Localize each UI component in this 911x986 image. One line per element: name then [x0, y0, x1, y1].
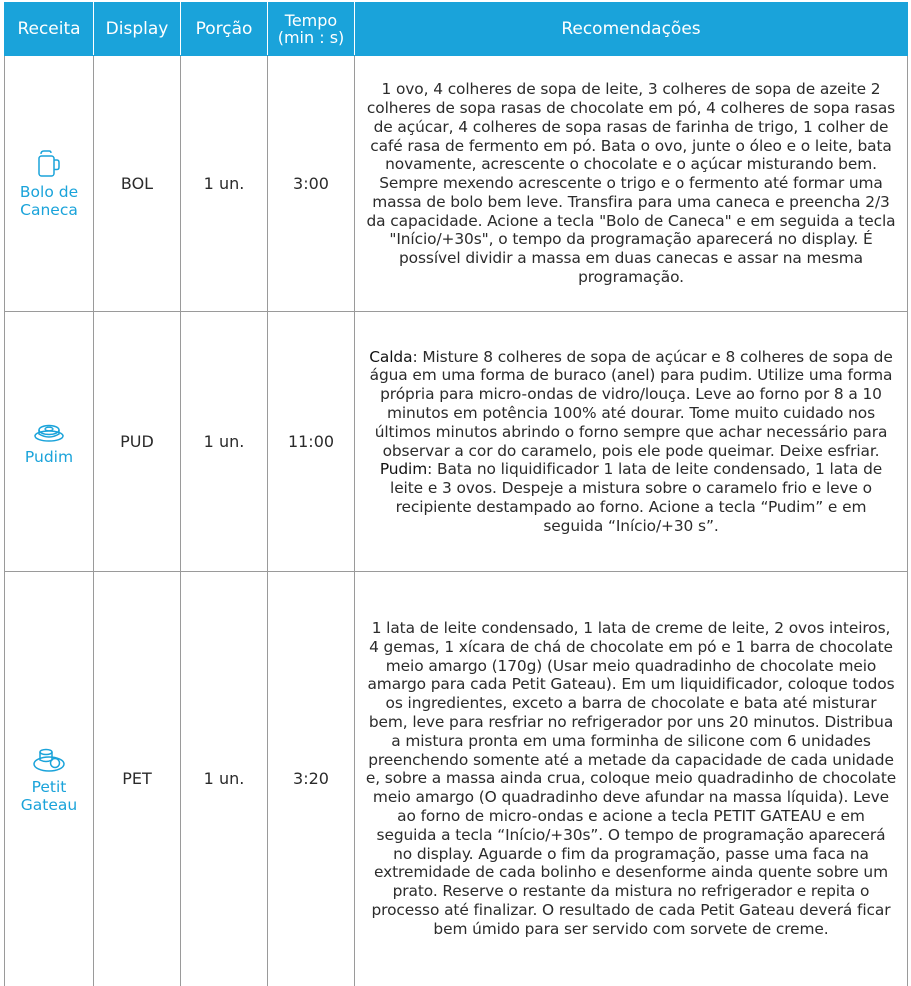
recommendation-text: 1 ovo, 4 colheres de sopa de leite, 3 colheres de sopa de azeite 2 colheres de sopa rasas de chocolate em pó, 4 colheres de sopa rasas de açúcar, 4 colheres de sopa rasas de farinha de trigo, 1 colher de café rasa de fermento em pó. Bata o ovo, junte o óleo e o leite, bata novamente, acrescente o chocolate e o açúcar misturando bem. Sempre mexendo acrescente o trigo e o fermento até formar uma massa de bolo bem leve. Transfira para uma caneca e preencha 2/3 da capacidade. Acione a tecla "Bolo de Caneca" e em seguida a tecla "Início/+30s", o tempo da programação aparecerá no display. É possível dividir a massa em duas canecas e assar na mesma programação.	[366, 80, 896, 287]
header-display: Display	[94, 3, 181, 56]
header-recipe: Receita	[5, 3, 94, 56]
recipe-name-line1: Pudim	[24, 447, 74, 466]
display-cell: BOL	[94, 56, 181, 312]
recipe-name-line1: Bolo de	[19, 182, 79, 201]
header-portion: Porção	[181, 3, 268, 56]
header-row	[5, 3, 908, 56]
recommendation-paragraph-pudim	[365, 460, 897, 535]
time-cell: 3:20	[268, 572, 355, 986]
recipe-table-container	[4, 2, 907, 986]
recommendation-cell	[355, 572, 908, 986]
table-row	[5, 572, 908, 986]
display-cell: PUD	[94, 312, 181, 572]
recommendation-cell	[355, 312, 908, 572]
time-cell: 11:00	[268, 312, 355, 572]
recommendation-paragraph-calda	[365, 348, 897, 461]
calda-text: : Misture 8 colheres de sopa de açúcar e 8 colheres de sopa de água em uma forma de buraco (anel) para pudim. Utilize uma forma própria para micro-ondas de vidro/louça. Leve ao forno por 8 a 10 minutos em potência 100% até dourar. Tome muito cuidado nos últimos minutos abrindo o forno sempre que achar necessário para observar a cor do caramelo, pois ele pode queimar. Deixe esfriar.	[369, 347, 893, 460]
header-time	[268, 3, 355, 56]
header-time-label: Tempo	[284, 11, 338, 30]
time-cell: 3:00	[268, 56, 355, 312]
recommendation-text: 1 lata de leite condensado, 1 lata de creme de leite, 2 ovos inteiros, 4 gemas, 1 xícara de chá de chocolate em pó e 1 barra de chocolate meio amargo (170g) (Usar meio quadradinho de chocolate meio amargo para cada Petit Gateau). Em um liquidificador, coloque todos os ingredientes, exceto a barra de chocolate e bata até misturar bem, leve para resfriar no refrigerador por uns 20 minutos. Distribua a mistura pronta em uma forminha de silicone com 6 unidades preenchendo somente até a metade da capacidade de cada unidade e, sobre a massa ainda crua, coloque meio quadradinho de chocolate meio amargo (O quadradinho deve afundar na massa líquida). Leve ao forno de micro-ondas e acione a tecla PETIT GATEAU e em seguida a tecla “Início/+30s”. O tempo de programação aparecerá no display. Aguarde o fim da programação, passe uma faca na extremidade de cada bolinho e desenforme ainda quente sobre um prato. Reserve o restante da mistura no refrigerador e repita o processo até finalizar. O resultado de cada Petit Gateau deverá ficar bem úmido para ser servido com sorvete de creme.	[365, 618, 897, 938]
recipe-name-cell	[5, 572, 94, 986]
recipe-name-cell	[5, 312, 94, 572]
recipe-table	[4, 2, 908, 986]
pudding-icon	[32, 418, 66, 444]
portion-cell: 1 un.	[181, 56, 268, 312]
recipe-name-line1: Petit	[31, 777, 67, 796]
recipe-name-line2: Gateau	[20, 795, 78, 814]
display-cell: PET	[94, 572, 181, 986]
petit-gateau-icon	[31, 744, 67, 774]
pudim-text: : Bata no liquidificador 1 lata de leite condensado, 1 lata de leite e 3 ovos. Despeje a mistura sobre o caramelo frio e leve o recipiente destampado ao forno. Acione a tecla “Pudim” e em seguida “Início/+30 s”.	[390, 460, 883, 535]
mug-icon	[34, 149, 64, 179]
calda-label: Calda	[369, 347, 413, 366]
header-recommendations: Recomendações	[355, 3, 908, 56]
table-row	[5, 56, 908, 312]
recommendation-cell	[355, 56, 908, 312]
portion-cell: 1 un.	[181, 312, 268, 572]
table-row	[5, 312, 908, 572]
portion-cell: 1 un.	[181, 572, 268, 986]
recipe-name-cell	[5, 56, 94, 312]
recipe-name-line2: Caneca	[20, 200, 78, 219]
pudim-label: Pudim	[379, 460, 428, 479]
header-time-unit: (min : s)	[277, 28, 345, 47]
